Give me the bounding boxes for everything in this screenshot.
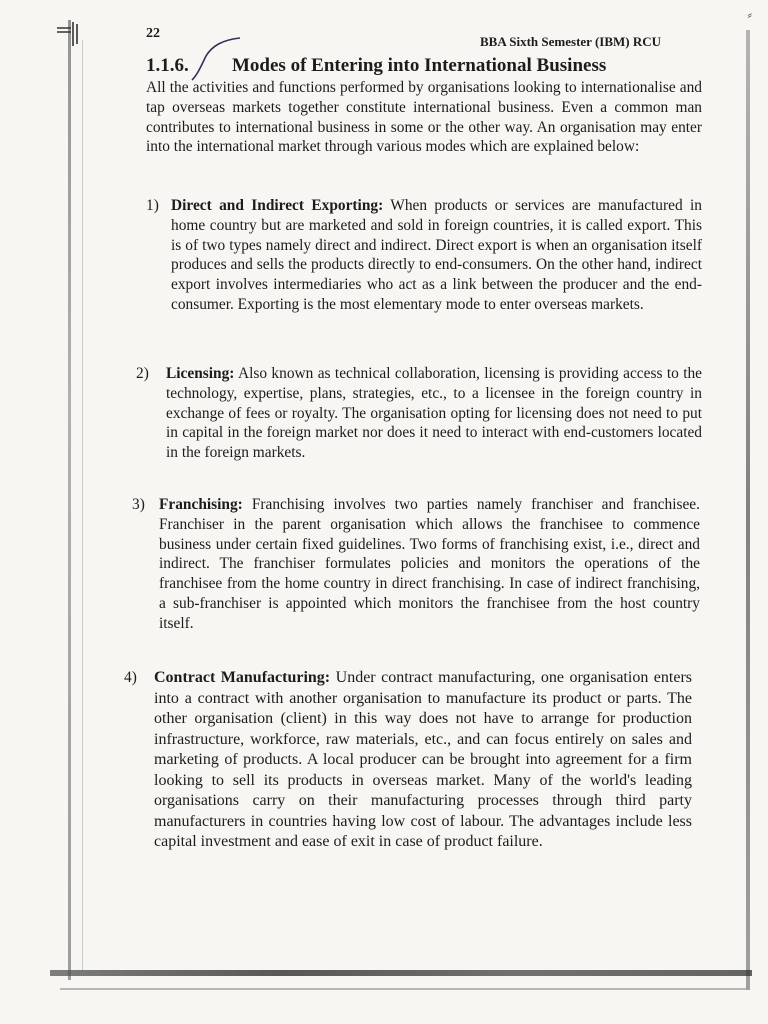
list-item-term: Contract Manufacturing: [154,669,331,686]
list-item-text: Under contract manufacturing, one organisation enters into a contract with another organisation to manufacture its product or parts. The other organisation (client) in this way does not have to arrange for production infrastructure, workforce, raw materials, etc., and can focus entirely on sales and marketing of products. A local producer can be brought into agreement for a firm looking to sell its products in overseas market. Many of the world's leading organisations carry on their manufacturing processes through third party manufacturers in countries having low cost of labour. The advantages include less capital investment and ease of exit in case of product failure. [154,669,693,850]
list-marker: 1) [146,197,159,214]
list-item-body [154,668,692,853]
corner-mark: ⸗ [747,8,752,23]
running-header: BBA Sixth Semester (IBM) RCU [480,34,662,49]
list-item [124,668,692,853]
page-bottom-line [60,988,746,990]
list-item-term: Direct and Indirect Exporting: [171,197,384,214]
list-item [146,196,702,315]
list-item-body [166,364,702,463]
list-item-term: Franchising: [159,496,243,513]
list-item-body [171,196,702,315]
page-binding-edge [68,20,71,980]
list-marker: 4) [124,669,137,686]
page-bottom-edge [50,970,752,976]
list-item-term: Licensing: [166,365,235,382]
list-item [136,364,702,463]
list-marker: 3) [132,496,145,513]
page-number: 22 [146,26,160,41]
intro-paragraph: All the activities and functions performed by organisations looking to internationalise and tap overseas markets together constitute international business. Even a common man contributes to international business in some or the other way. An organisation may enter into the international market through various modes which are explained below: [146,79,702,156]
list-item [132,495,700,634]
page-right-edge [746,30,750,990]
list-item-body [159,495,700,634]
section-title: Modes of Entering into International Business [232,55,607,76]
section-number: 1.1.6. [146,55,189,76]
list-marker: 2) [136,365,149,382]
list-item-text: Franchising involves two parties namely franchiser and franchisee. Franchiser in the parent organisation which allows the franchisee to commence business under certain fixed guidelines. Two forms of franchising exist, i.e., direct and indirect. The franchiser formulates policies and monitors the operations of the franchisee from the home country in direct franchising. In case of indirect franchising, a sub-franchiser is appointed which monitors the franchisee from the host country itself. [159,496,700,632]
list-item-text: Also known as technical collaboration, licensing is providing access to the technology, expertise, plans, strategies, etc., to a licensee in the foreign country in exchange of fees or royalty. The organisation opting for licensing does not need to put in capital in the foreign market nor does it need to interact with end-customers located in the foreign markets. [166,365,702,462]
section-heading [146,55,706,77]
list-item-text: When products or services are manufactured in home country but are marketed and sold in foreign countries, it is called export. This is of two types namely direct and indirect. Direct export is when an organisation itself produces and sells the products directly to end-consumers. On the other hand, indirect export involves intermediaries who act as a link between the producer and the end-consumer. Exporting is the most elementary mode to enter overseas markets. [171,197,702,313]
page-binding-line [82,40,83,970]
binding-marks [55,18,85,48]
